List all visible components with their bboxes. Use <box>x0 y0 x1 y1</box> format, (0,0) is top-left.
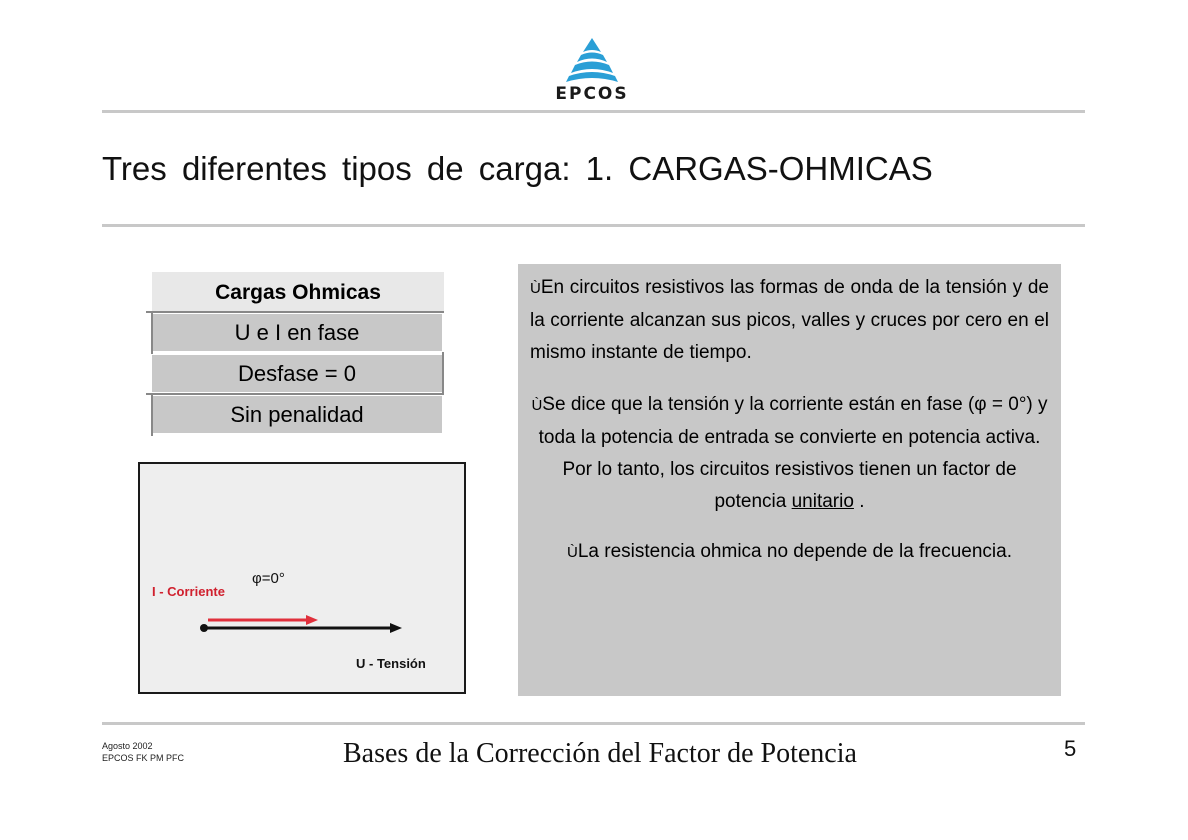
origin-dot <box>200 624 208 632</box>
footer-dept: EPCOS FK PM PFC <box>102 753 185 763</box>
logo-text: EPCOS <box>555 84 629 104</box>
epcos-logo <box>552 36 632 108</box>
table-row: Desfase = 0 <box>152 355 442 392</box>
current-label: I - Corriente <box>152 584 225 599</box>
table-divider <box>151 394 153 436</box>
table-row: U e I en fase <box>152 314 442 351</box>
footer-rule <box>102 722 1085 725</box>
table-divider <box>151 312 153 354</box>
table-divider <box>146 311 444 313</box>
footer-date: Agosto 2002 <box>102 741 153 751</box>
page-title: Tres diferentes tipos de carga: 1. CARGAS-OHMICAS <box>102 150 933 187</box>
header-rule <box>102 110 1085 113</box>
paragraph-3: ÙLa resistencia ohmica no depende de la frecuencia. <box>567 541 1012 562</box>
underlined-term: unitario <box>791 491 854 512</box>
bullet-icon: Ù <box>567 544 578 561</box>
bullet-icon: Ù <box>531 397 543 414</box>
table-divider <box>146 393 444 395</box>
explanation-box <box>518 264 1061 696</box>
phasor-diagram <box>138 462 466 694</box>
voltage-label: U - Tensión <box>356 656 426 671</box>
table-divider <box>442 352 444 394</box>
table-row: Sin penalidad <box>152 396 442 433</box>
title-rule <box>102 224 1085 227</box>
current-arrowhead-icon <box>306 615 318 625</box>
voltage-arrowhead-icon <box>390 623 402 633</box>
bullet-icon: Ù <box>530 280 541 297</box>
footer-title: Bases de la Corrección del Factor de Potencia <box>343 738 857 769</box>
paragraph-1: ÙEn circuitos resistivos las formas de onda de la tensión y de la corriente alcanzan sus picos, valles y cruces por cero en el mismo instante de tiempo. <box>530 277 1049 363</box>
phase-label: φ=0° <box>252 570 285 587</box>
logo-mark-icon <box>552 36 632 84</box>
table-header: Cargas Ohmicas <box>152 272 444 312</box>
phi-symbol: φ <box>974 394 987 415</box>
page-number: 5 <box>1064 736 1077 761</box>
footer-meta <box>102 740 184 764</box>
paragraph-2: ÙSe dice que la tensión y la corriente están en fase (φ = 0°) y toda la potencia de entrada se convierte en potencia activa. Por lo tanto, los circuitos resistivos tienen un factor de potencia unitario . <box>531 394 1048 512</box>
